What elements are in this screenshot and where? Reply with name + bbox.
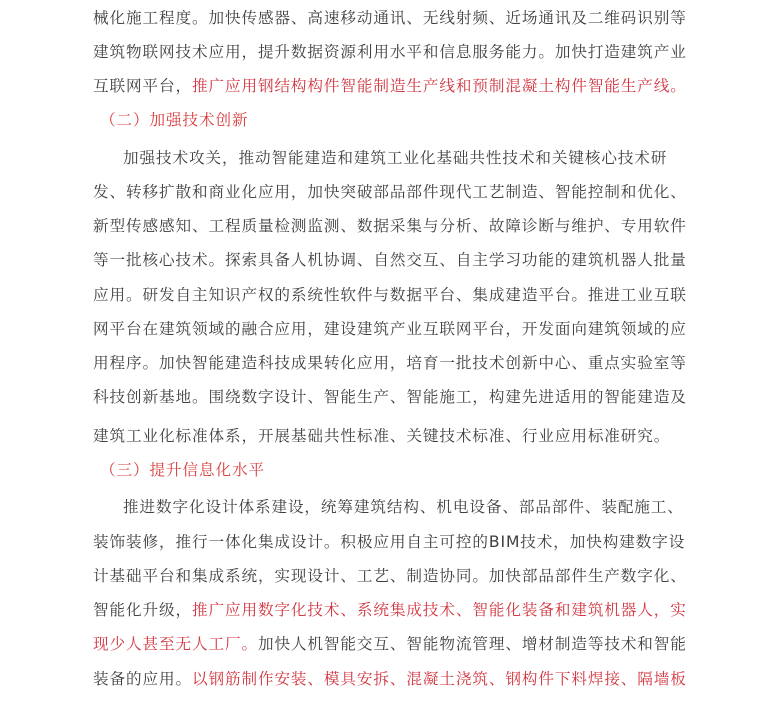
paragraph-line: 加强技术攻关，推动智能建造和建筑工业化基础共性技术和关键核心技术研 (123, 149, 668, 167)
paragraph-line: 现少人甚至无人工厂。加快人机智能交互、智能物流管理、增材制造等技术和智能 (93, 635, 687, 653)
paragraph-line: 建筑物联网技术应用，提升数据资源利用水平和信息服务能力。加快打造建筑产业 (93, 43, 687, 61)
section-heading: （二）加强技术创新 (100, 111, 249, 129)
highlighted-text: 以钢筋制作安装、模具安拆、混凝土浇筑、钢构件下料焊接、隔墙板 (191, 670, 687, 688)
highlighted-text: 推广应用钢结构构件智能制造生产线和预制混凝土构件智能生产线。 (191, 77, 687, 95)
paragraph-line: 互联网平台，推广应用钢结构构件智能制造生产线和预制混凝土构件智能生产线。 (93, 77, 687, 95)
highlighted-text: 现少人甚至无人工厂。 (93, 635, 258, 653)
paragraph-line: 智能化升级，推广应用数字化技术、系统集成技术、智能化装备和建筑机器人，实 (93, 601, 687, 619)
paragraph-line: 应用。研发自主知识产权的系统性软件与数据平台、集成建造平台。推进工业互联 (93, 286, 687, 304)
section-heading: （三）提升信息化水平 (100, 461, 265, 479)
paragraph-line: 新型传感感知、工程质量检测监测、数据采集与分析、故障诊断与维护、专用软件 (93, 217, 687, 235)
paragraph-line: 建筑工业化标准体系，开展基础共性标准、关键技术标准、行业应用标准研究。 (93, 427, 671, 445)
paragraph-line: 发、转移扩散和商业化应用，加快突破部品部件现代工艺制造、智能控制和优化、 (93, 183, 687, 201)
paragraph-line: 械化施工程度。加快传感器、高速移动通讯、无线射频、近场通讯及二维码识别等 (93, 9, 687, 27)
paragraph-line: 装饰装修，推行一体化集成设计。积极应用自主可控的BIM技术，加快构建数字设 (93, 533, 686, 551)
paragraph-line: 等一批核心技术。探索具备人机协调、自然交互、自主学习功能的建筑机器人批量 (93, 251, 687, 269)
paragraph-line: 装备的应用。以钢筋制作安装、模具安拆、混凝土浇筑、钢构件下料焊接、隔墙板 (93, 670, 687, 688)
paragraph-line: 科技创新基地。围绕数字设计、智能生产、智能施工，构建先进适用的智能建造及 (93, 388, 687, 406)
paragraph-line: 网平台在建筑领域的融合应用，建设建筑产业互联网平台，开发面向建筑领域的应 (93, 320, 687, 338)
highlighted-text: 推广应用数字化技术、系统集成技术、智能化装备和建筑机器人，实 (191, 601, 687, 619)
paragraph-line: 推进数字化设计体系建设，统筹建筑结构、机电设备、部品部件、装配施工、 (123, 498, 684, 516)
paragraph-line: 用程序。加快智能建造科技成果转化应用，培育一批技术创新中心、重点实验室等 (93, 354, 687, 372)
paragraph-line: 计基础平台和集成系统，实现设计、工艺、制造协同。加快部品部件生产数字化、 (93, 567, 687, 585)
